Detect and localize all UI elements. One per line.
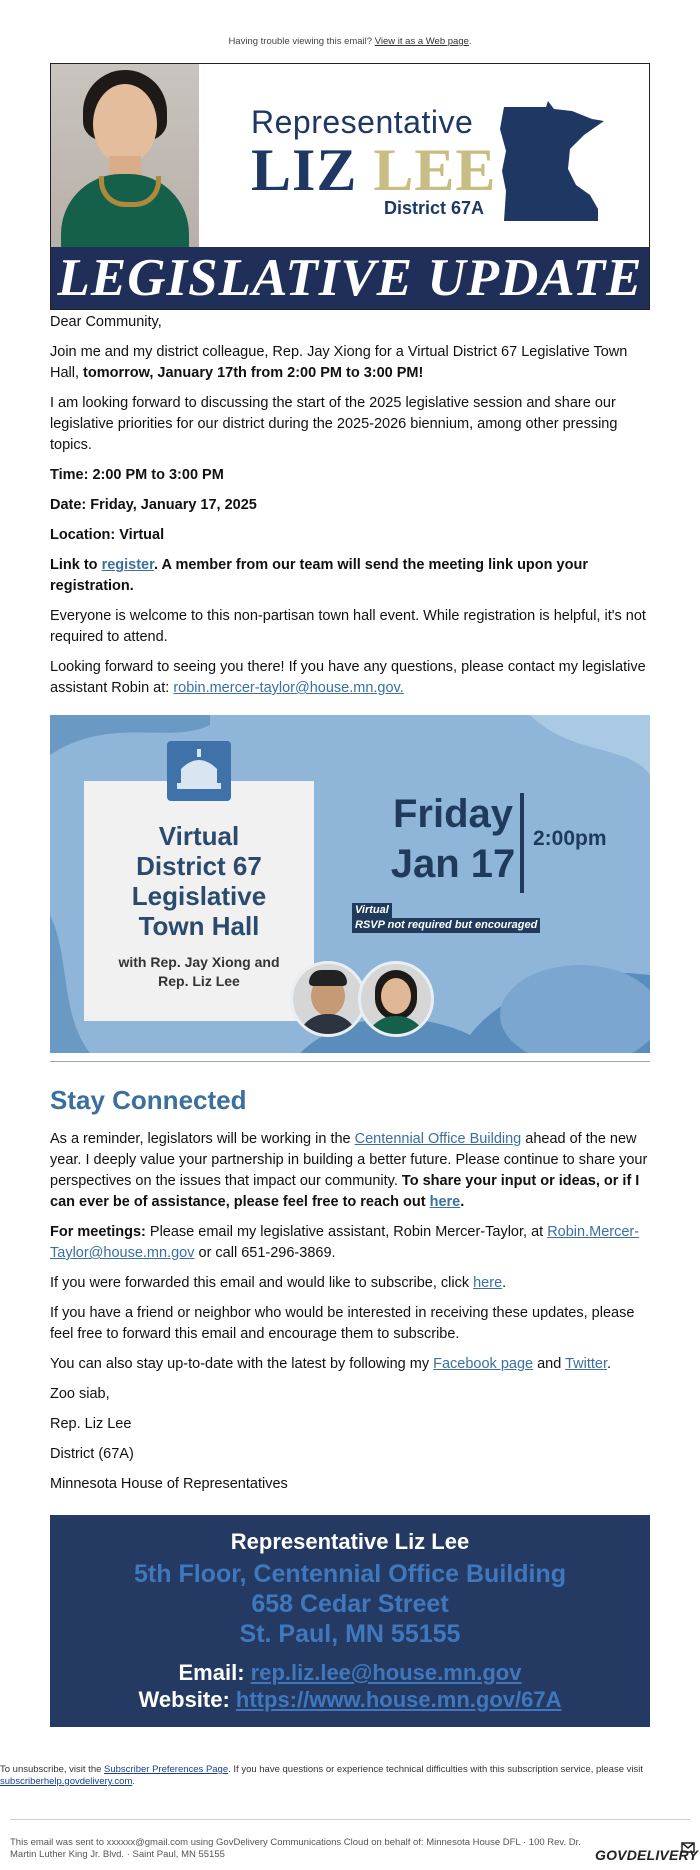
event-location: Location: Virtual — [50, 527, 165, 543]
reminder-paragraph: As a reminder, legislators will be working in the Centennial Office Building ahead of the new year. I deeply value your partnership in building a better future. Please continue to share your perspectives on the issues that impact our community. To share your input or ideas, or if I can ever be of assistance, please feel free to reach out here. — [50, 1131, 648, 1210]
welcome-paragraph: Everyone is welcome to this non-partisan town hall event. While registration is helpful, it's not required to attend. — [50, 608, 646, 645]
govdelivery-logo[interactable]: GOVDELIVERY — [595, 1847, 698, 1863]
centennial-office-link[interactable]: Centennial Office Building — [354, 1131, 522, 1147]
header-banner — [50, 63, 650, 310]
sign-district: District (67A) — [50, 1446, 134, 1462]
avatar-liz-lee — [358, 961, 434, 1037]
footer-website-link[interactable]: https://www.house.mn.gov/67A — [235, 1687, 562, 1712]
stay-connected-heading: Stay Connected — [50, 1085, 247, 1115]
sign-org: Minnesota House of Representatives — [50, 1476, 288, 1492]
capitol-icon — [167, 731, 231, 801]
trouble-text: Having trouble viewing this email? — [228, 36, 373, 47]
web-page-link[interactable]: View it as a Web page — [374, 36, 469, 47]
forward-paragraph: If you have a friend or neighbor who would be interested in receiving these updates, please feel free to forward this email and encourage them to subscribe. — [50, 1305, 635, 1342]
subscribe-paragraph: If you were forwarded this email and would like to subscribe, click here. — [50, 1275, 507, 1291]
town-hall-flyer — [50, 715, 650, 1053]
footer-address: 5th Floor, Centennial Office Building 658 Cedar Street St. Paul, MN 55155 — [134, 1560, 566, 1648]
intro-section — [50, 312, 655, 708]
banner-representative: Representative — [251, 104, 474, 140]
flyer-time: 2:00pm — [533, 827, 607, 850]
sign-closing: Zoo siab, — [50, 1386, 110, 1402]
banner-name: LIZ LEE — [251, 137, 497, 203]
stay-connected-section — [50, 1129, 655, 1504]
avatar-jay-xiong — [290, 961, 366, 1037]
contact-paragraph: Looking forward to seeing you there! If you have any questions, please contact my legislative assistant Robin at: robin.mercer-taylor@house.mn.gov. — [50, 659, 646, 696]
web-view-notice: Having trouble viewing this email? View it as a Web page. — [228, 36, 472, 47]
flyer-virtual-note: Virtual RSVP not required but encouraged — [352, 903, 540, 933]
twitter-link[interactable]: Twitter — [565, 1356, 607, 1372]
meeting-email-link[interactable]: Robin.Mercer-Taylor@house.mn.gov — [50, 1224, 640, 1261]
subscriber-preferences-link[interactable]: Subscriber Preferences Page — [104, 1764, 229, 1775]
signature — [50, 1384, 655, 1495]
legislative-update-title: LEGISLATIVE UPDATE — [51, 247, 649, 309]
robin-email-link[interactable]: robin.mercer-taylor@house.mn.gov. — [173, 680, 404, 696]
sent-notice: This email was sent to xxxxxx@gmail.com using GovDelivery Communications Cloud on behalf of: Minnesota House DFL · 100 Rev. Dr. Martin Luther King Jr. Blvd. · Saint Paul, MN 55155 — [10, 1837, 581, 1860]
subscriber-help-link[interactable]: subscriberhelp.govdelivery.com — [0, 1776, 133, 1787]
register-paragraph: Link to register. A member from our team will send the meeting link upon your registration. — [50, 557, 588, 594]
event-time: Time: 2:00 PM to 3:00 PM — [50, 467, 224, 483]
event-date: Date: Friday, January 17, 2025 — [50, 497, 257, 513]
footer-contact: Email: rep.liz.lee@house.mn.gov Website: https://www.house.mn.gov/67A — [138, 1660, 562, 1712]
section-divider — [50, 1061, 650, 1062]
flyer-date: Friday Jan 17 — [390, 792, 516, 886]
flyer-title: Virtual District 67 Legislative Town Hall — [131, 821, 267, 941]
footer-name: Representative Liz Lee — [230, 1529, 470, 1554]
minnesota-map-icon — [496, 99, 606, 224]
envelope-icon — [681, 1841, 695, 1853]
subscribe-here-link[interactable]: here — [473, 1275, 503, 1291]
priorities-paragraph: I am looking forward to discussing the start of the 2025 legislative session and share our legislative priorities for our district during the 2025-2026 biennium, among other pressing topics. — [50, 395, 618, 453]
banner-district: District 67A — [384, 198, 485, 218]
social-paragraph: You can also stay up-to-date with the latest by following my Facebook page and Twitter. — [50, 1356, 612, 1372]
flyer-divider — [520, 793, 524, 893]
sign-name: Rep. Liz Lee — [50, 1416, 132, 1432]
unsubscribe-notice: To unsubscribe, visit the Subscriber Preferences Page. If you have questions or experience technical difficulties with this subscription service, please visit subscriberhelp.govdelivery.com. — [0, 1764, 643, 1787]
contact-footer — [50, 1515, 650, 1727]
rep-photo — [51, 64, 199, 247]
register-link[interactable]: register — [101, 557, 154, 573]
legal-divider — [10, 1819, 690, 1820]
facebook-link[interactable]: Facebook page — [433, 1356, 534, 1372]
reach-out-here-link[interactable]: here — [429, 1194, 461, 1210]
flyer-card — [84, 781, 314, 1021]
intro-paragraph: Join me and my district colleague, Rep. Jay Xiong for a Virtual District 67 Legislative Town Hall, tomorrow, January 17th from 2:00 PM to 3:00 PM! — [50, 344, 628, 381]
footer-email-link[interactable]: rep.liz.lee@house.mn.gov — [250, 1660, 522, 1685]
flyer-subtitle: with Rep. Jay Xiong and Rep. Liz Lee — [118, 954, 280, 989]
greeting: Dear Community, — [50, 314, 162, 330]
meetings-paragraph: For meetings: Please email my legislative assistant, Robin Mercer-Taylor, at Robin.Mercer-Taylor@house.mn.gov or call 651-296-3869. — [50, 1224, 640, 1261]
